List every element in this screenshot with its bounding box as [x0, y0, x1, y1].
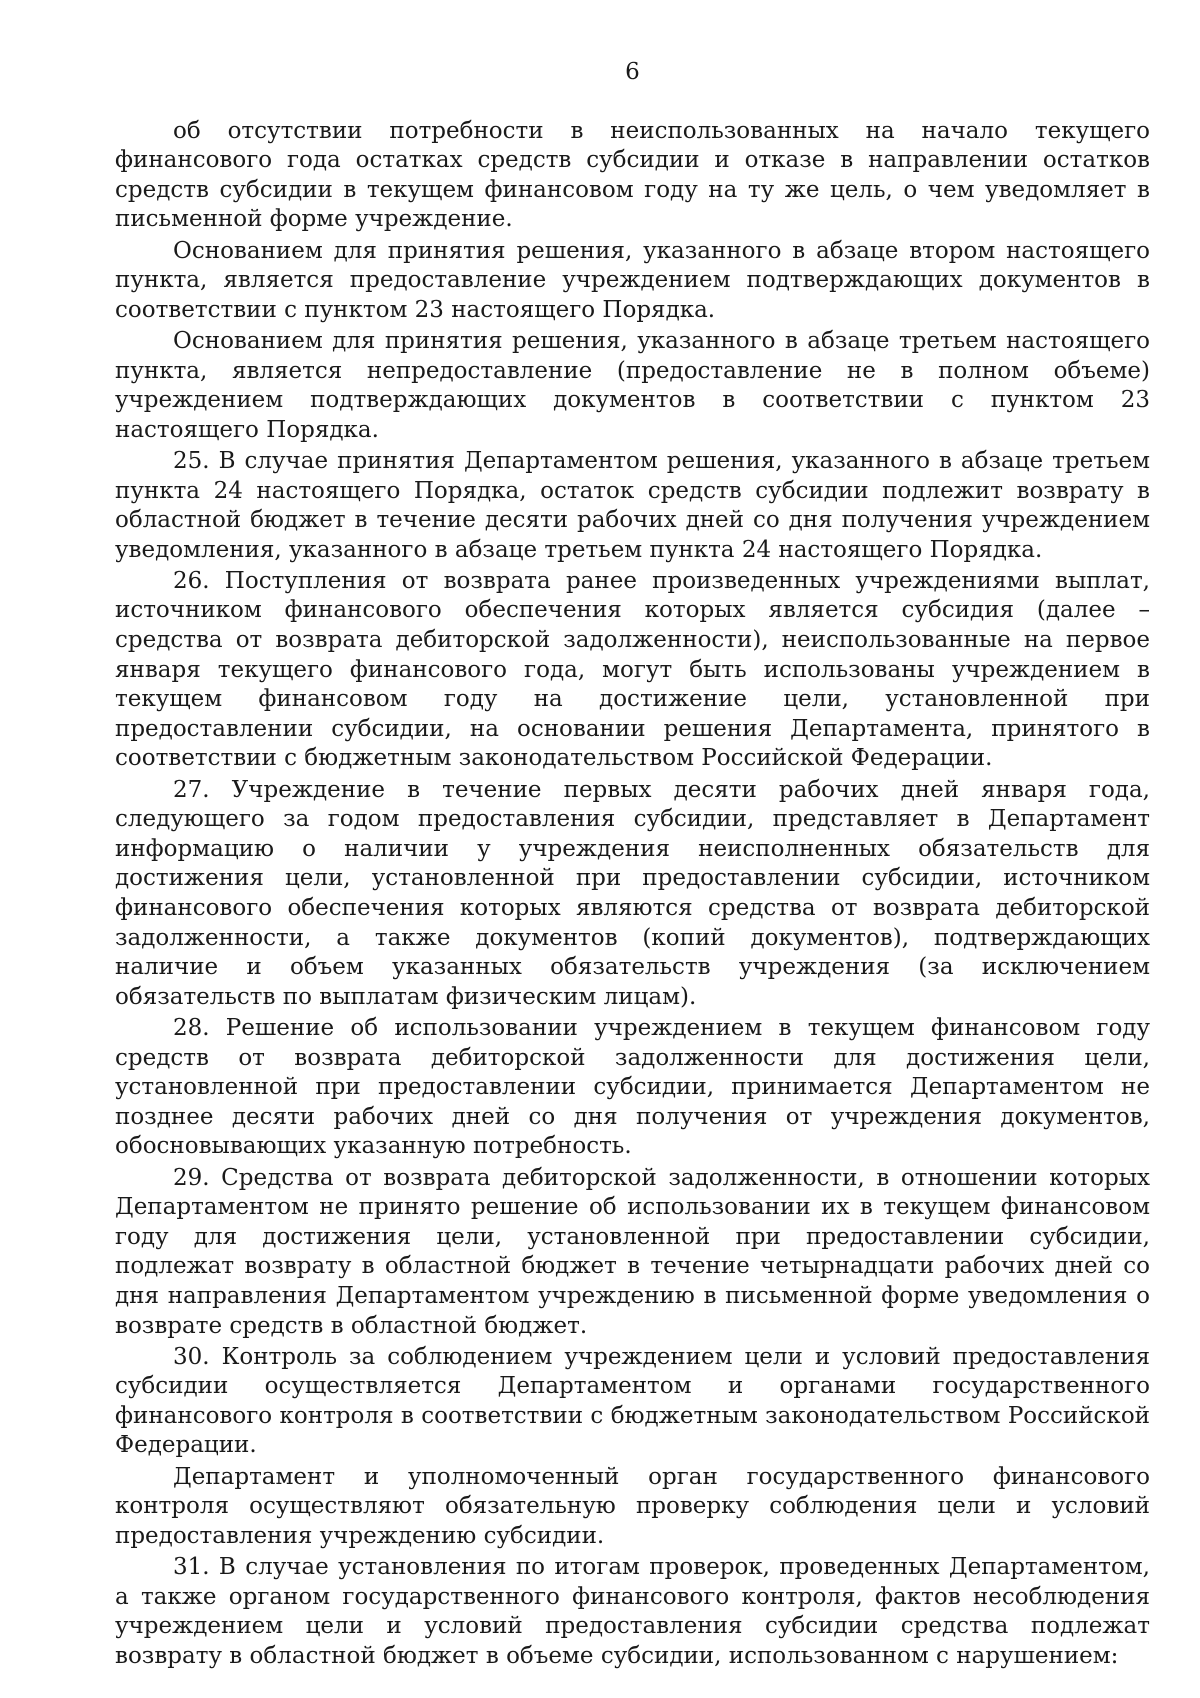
paragraph-continuation: об отсутствии потребности в неиспользованных на начало текущего финансового года остатках средств субсидии и отказе в направлении остатков средств субсидии в текущем финансовом году на ту же цель, о чем уведомляет в письменной форме учреждение. [115, 117, 1150, 233]
page-number: 6 [625, 59, 640, 85]
paragraph-item-29: 29. Средства от возврата дебиторской задолженности, в отношении которых Департаментом не принято решение об использовании их в текущем финансовом году для достижения цели, установленной при предоставлении субсидии, подлежат возврату в областной бюджет в течение четырнадцати рабочих дней со дня направления Департаментом учреждению в письменной форме уведомления о возврате средств в областной бюджет. [115, 1164, 1150, 1339]
paragraph-basis-second: Основанием для принятия решения, указанного в абзаце втором настоящего пункта, является предоставление учреждением подтверждающих документов в соответствии с пунктом 23 настоящего Порядка. [115, 237, 1150, 323]
paragraph-item-26: 26. Поступления от возврата ранее произведенных учреждениями выплат, источником финансового обеспечения которых является субсидия (далее – средства от возврата дебиторской задолженности), неиспользованные на первое января текущего финансового года, могут быть использованы учреждением в текущем финансовом году на достижение цели, установленной при предоставлении субсидии, на основании решения Департамента, принятого в соответствии с бюджетным законодательством Российской Федерации. [115, 567, 1150, 772]
paragraph-item-27: 27. Учреждение в течение первых десяти рабочих дней января года, следующего за годом предоставления субсидии, представляет в Департамент информацию о наличии у учреждения неисполненных обязательств для достижения цели, установленной при предоставлении субсидии, источником финансового обеспечения которых являются средства от возврата дебиторской задолженности, а также документов (копий документов), подтверждающих наличие и объем указанных обязательств учреждения (за исключением обязательств по выплатам физическим лицам). [115, 776, 1150, 1010]
paragraph-item-31: 31. В случае установления по итогам проверок, проведенных Департаментом, а также органом государственного финансового контроля, фактов несоблюдения учреждением цели и условий предоставления субсидии средства подлежат возврату в областной бюджет в объеме субсидии, использованном с нарушением: [115, 1554, 1150, 1669]
paragraph-item-30: 30. Контроль за соблюдением учреждением цели и условий предоставления субсидии осуществляется Департаментом и органами государственного финансового контроля в соответствии с бюджетным законодательством Российской Федерации. [115, 1343, 1150, 1459]
paragraph-item-28: 28. Решение об использовании учреждением в текущем финансовом году средств от возврата дебиторской задолженности для достижения цели, установленной при предоставлении субсидии, принимается Департаментом не позднее десяти рабочих дней со дня получения от учреждения документов, обосновывающих указанную потребность. [115, 1014, 1150, 1160]
paragraph-control-check: Департамент и уполномоченный орган государственного финансового контроля осуществляют обязательную проверку соблюдения цели и условий предоставления учреждению субсидии. [115, 1463, 1150, 1549]
paragraph-item-25: 25. В случае принятия Департаментом решения, указанного в абзаце третьем пункта 24 настоящего Порядка, остаток средств субсидии подлежит возврату в областной бюджет в течение десяти рабочих дней со дня получения учреждением уведомления, указанного в абзаце третьем пункта 24 настоящего Порядка. [115, 447, 1150, 563]
paragraph-basis-third: Основанием для принятия решения, указанного в абзаце третьем настоящего пункта, является непредоставление (предоставление не в полном объеме) учреждением подтверждающих документов в соответствии с пунктом 23 настоящего Порядка. [115, 327, 1150, 443]
